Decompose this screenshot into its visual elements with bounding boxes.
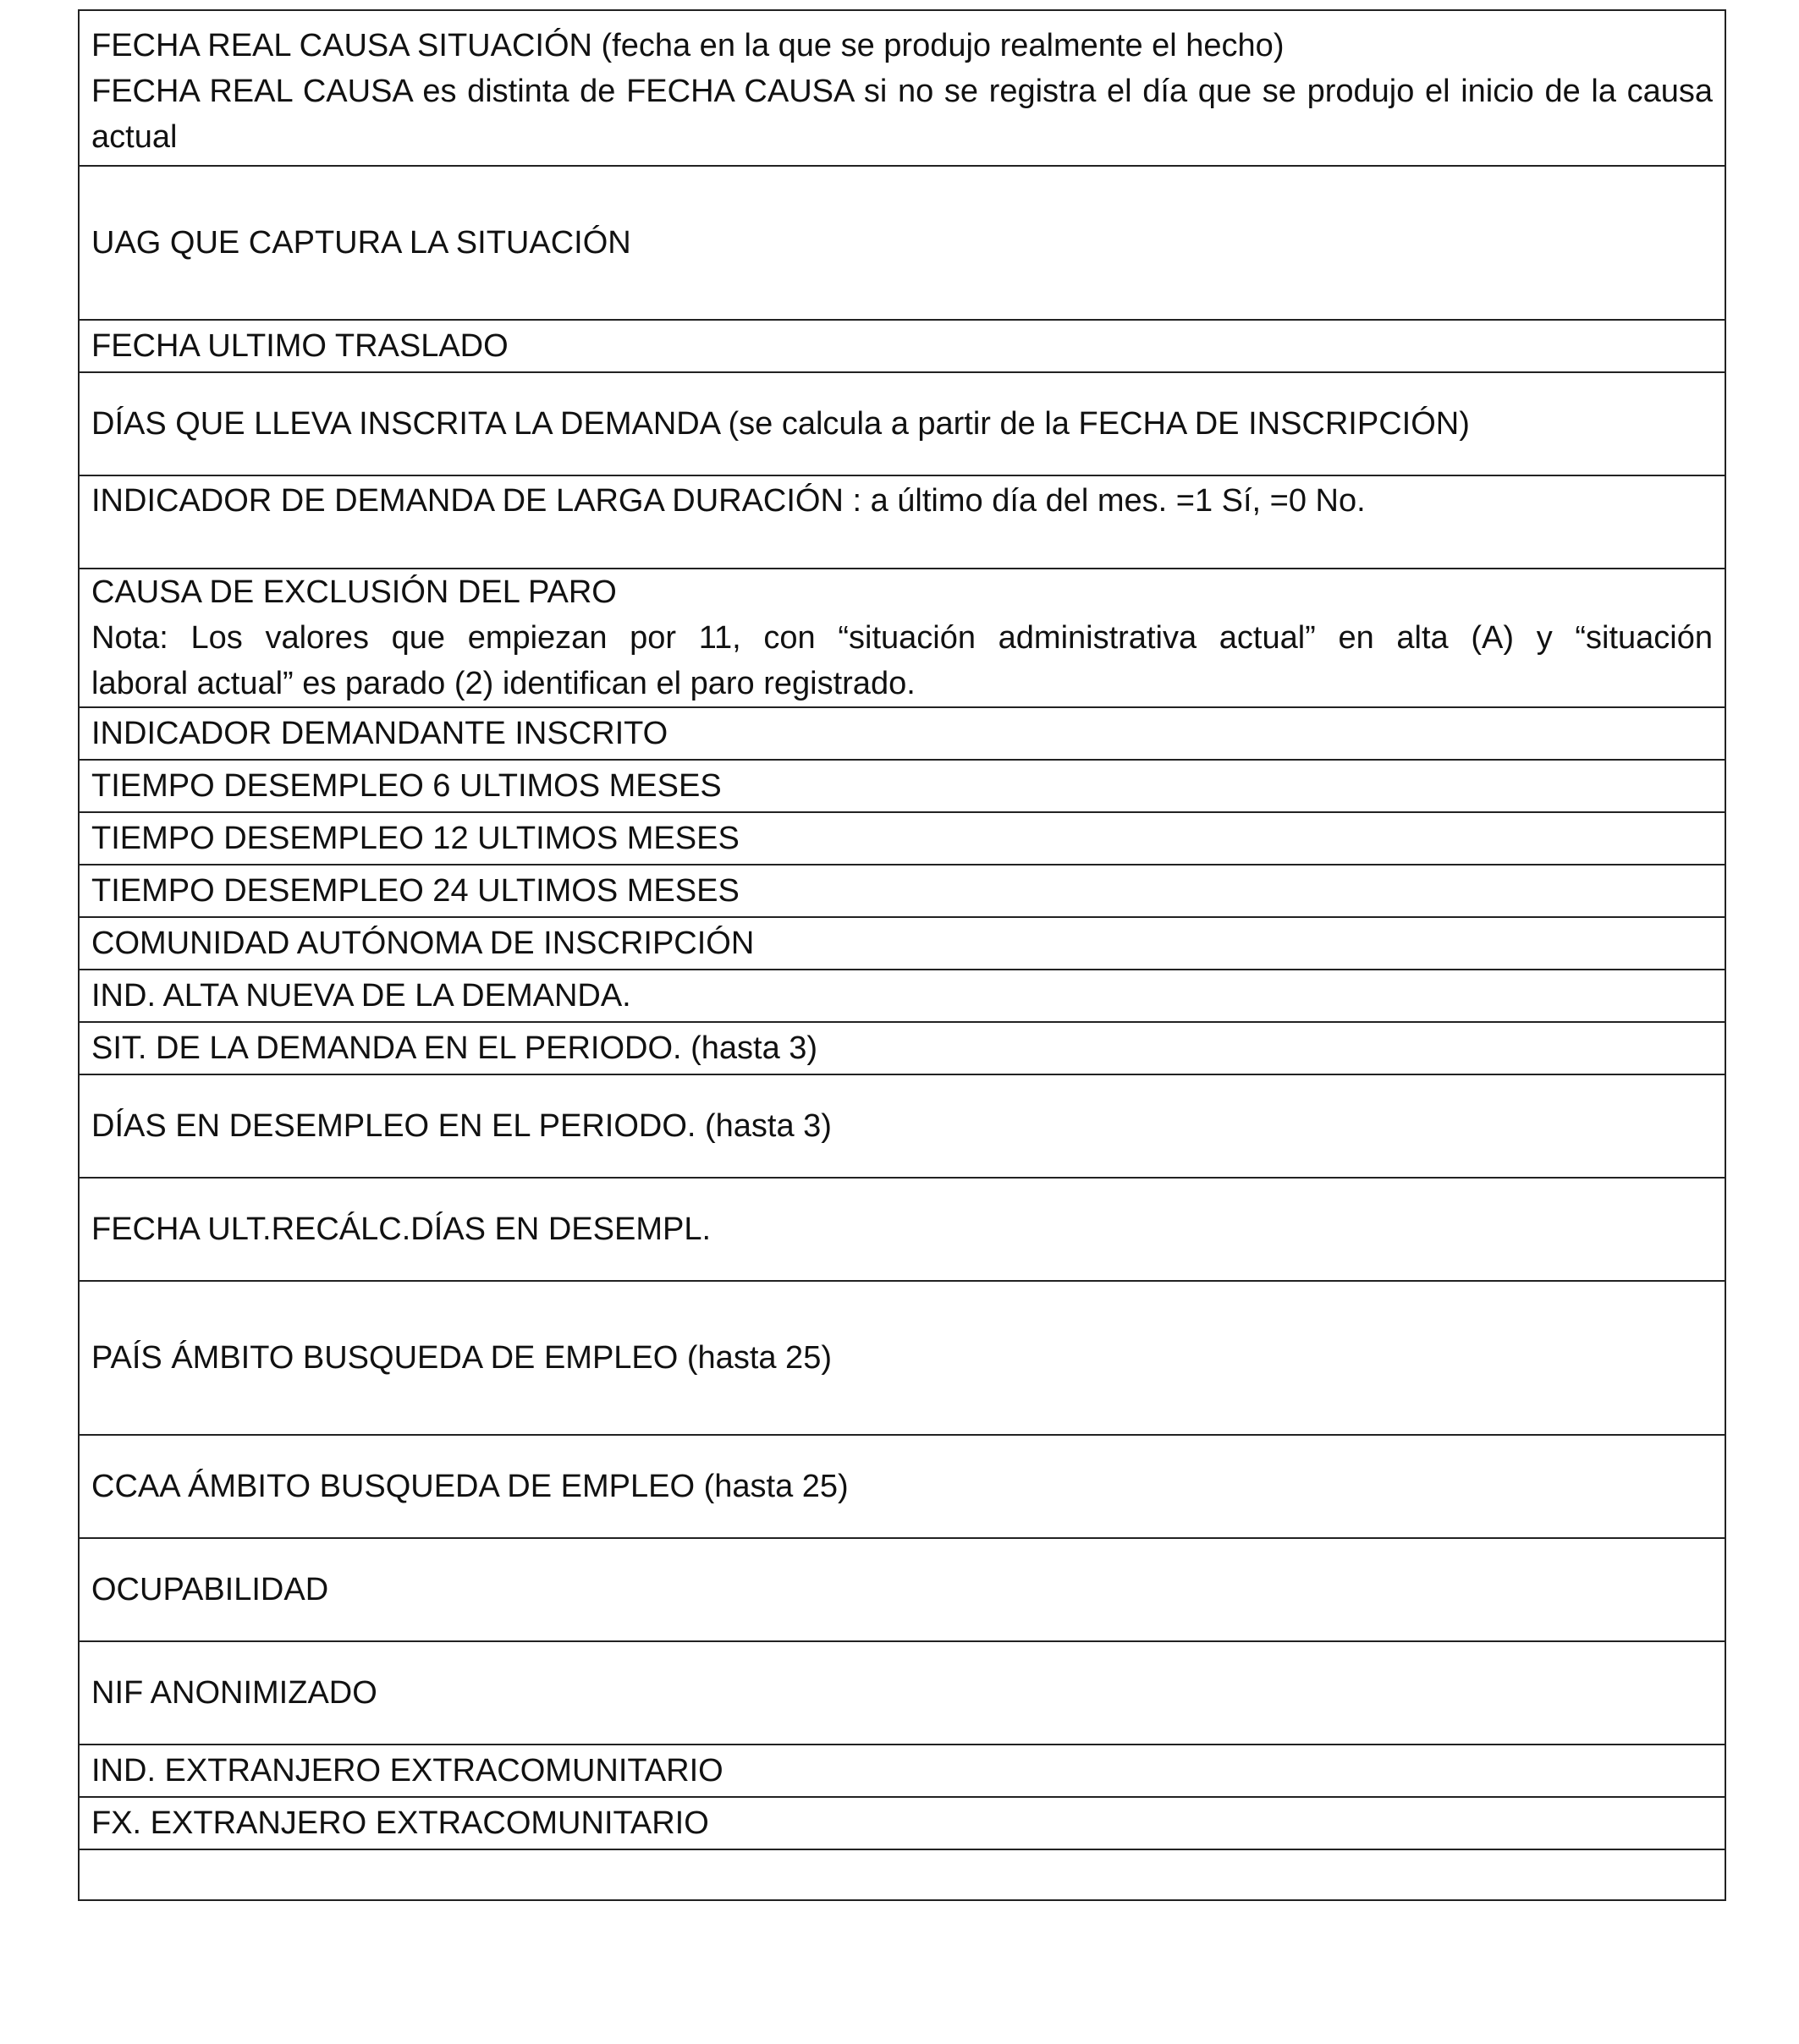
row-text: IND. ALTA NUEVA DE LA DEMANDA.	[91, 978, 631, 1014]
table-row	[80, 811, 1725, 864]
table-row	[80, 371, 1725, 475]
row-text: CCAA ÁMBITO BUSQUEDA DE EMPLEO (hasta 25)	[91, 1469, 849, 1504]
row-text: TIEMPO DESEMPLEO 12 ULTIMOS MESES	[91, 821, 740, 856]
table-row	[80, 1177, 1725, 1280]
table-row	[80, 11, 1725, 165]
row-text	[91, 23, 1713, 160]
row-text: NIF ANONIMIZADO	[91, 1675, 377, 1711]
table-row	[80, 568, 1725, 706]
table-row	[80, 706, 1725, 759]
row-text	[91, 569, 1713, 706]
table-row	[80, 165, 1725, 319]
table-row	[80, 759, 1725, 811]
row-line: actual	[91, 119, 178, 155]
table-row	[80, 1744, 1725, 1796]
row-text: COMUNIDAD AUTÓNOMA DE INSCRIPCIÓN	[91, 926, 755, 961]
table-row	[80, 1280, 1725, 1434]
row-line: CAUSA DE EXCLUSIÓN DEL PARO	[91, 574, 617, 610]
row-text: INDICADOR DEMANDANTE INSCRITO	[91, 716, 668, 751]
table-row	[80, 319, 1725, 371]
row-line: FECHA REAL CAUSA SITUACIÓN (fecha en la que se produjo realmente el hecho)	[91, 28, 1285, 63]
row-text: IND. EXTRANJERO EXTRACOMUNITARIO	[91, 1753, 723, 1788]
row-text: FECHA ULT.RECÁLC.DÍAS EN DESEMPL.	[91, 1212, 712, 1247]
table-row	[80, 864, 1725, 916]
row-text: UAG QUE CAPTURA LA SITUACIÓN	[91, 225, 631, 261]
table-row	[80, 916, 1725, 969]
table-row	[80, 1640, 1725, 1744]
row-line: Nota: Los valores que empiezan por 11, con “situación administrativa actual” en alta (A) y “situación	[91, 620, 1713, 656]
row-text: TIEMPO DESEMPLEO 6 ULTIMOS MESES	[91, 768, 722, 804]
table-row	[80, 475, 1725, 568]
row-text: OCUPABILIDAD	[91, 1572, 329, 1607]
table-row	[80, 969, 1725, 1021]
row-line: laboral actual” es parado (2) identifican el paro registrado.	[91, 666, 916, 701]
table-row	[80, 1074, 1725, 1177]
table-row-empty	[80, 1849, 1725, 1899]
row-text: TIEMPO DESEMPLEO 24 ULTIMOS MESES	[91, 873, 740, 909]
table-row	[80, 1021, 1725, 1074]
row-text: DÍAS EN DESEMPLEO EN EL PERIODO. (hasta 3)	[91, 1108, 832, 1144]
row-text: INDICADOR DE DEMANDA DE LARGA DURACIÓN : a último día del mes. =1 Sí, =0 No.	[91, 483, 1366, 519]
row-line: FECHA REAL CAUSA es distinta de FECHA CAUSA si no se registra el día que se produjo el inicio de la causa	[91, 74, 1713, 109]
row-text: SIT. DE LA DEMANDA EN EL PERIODO. (hasta 3)	[91, 1030, 818, 1066]
row-text: PAÍS ÁMBITO BUSQUEDA DE EMPLEO (hasta 25)	[91, 1340, 832, 1376]
field-definition-table	[78, 9, 1726, 1901]
row-text: FECHA ULTIMO TRASLADO	[91, 328, 509, 364]
table-row	[80, 1796, 1725, 1849]
row-text: DÍAS QUE LLEVA INSCRITA LA DEMANDA (se calcula a partir de la FECHA DE INSCRIPCIÓN)	[91, 406, 1470, 442]
table-row	[80, 1537, 1725, 1640]
table-row	[80, 1434, 1725, 1537]
row-text: FX. EXTRANJERO EXTRACOMUNITARIO	[91, 1805, 709, 1841]
